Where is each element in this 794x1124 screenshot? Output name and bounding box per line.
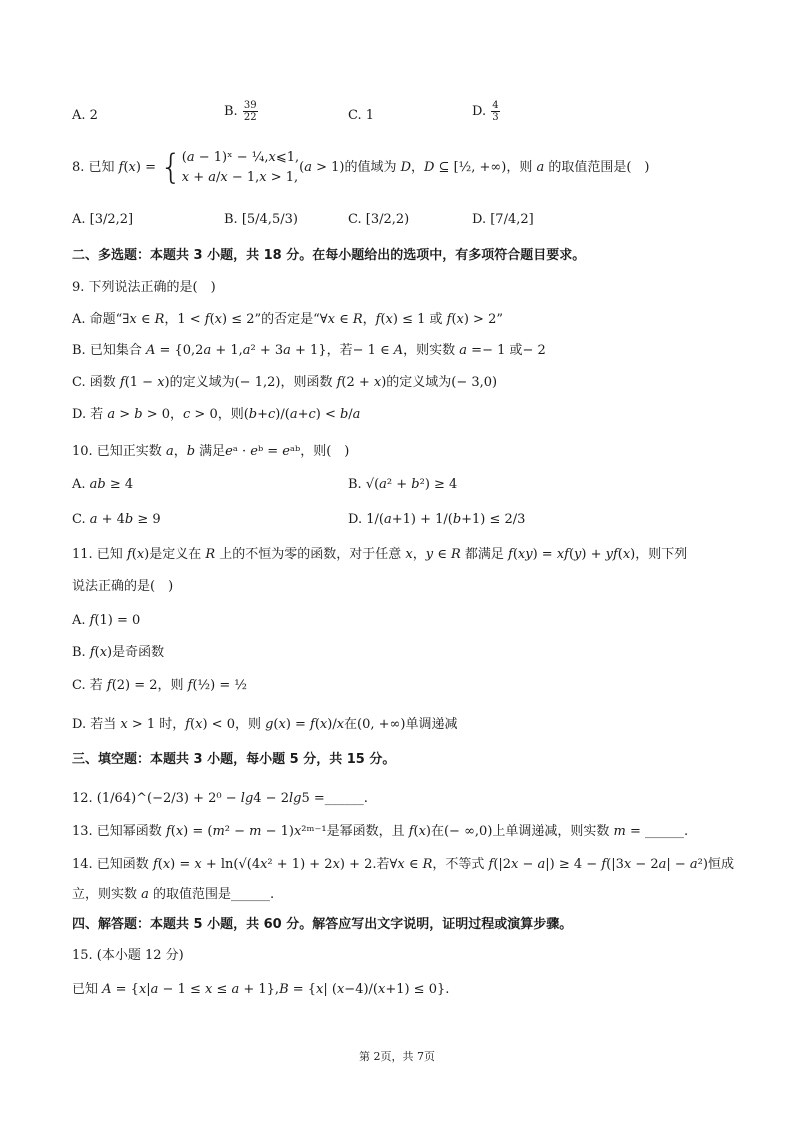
q11-option-b: B. 𝑓(𝑥)是奇函数 bbox=[72, 645, 165, 660]
q10-option-c: C. 𝑎 + 4𝑏 ≥ 9 bbox=[72, 512, 161, 527]
q8-prefix: 8. 已知 𝑓(𝑥) = bbox=[72, 160, 161, 175]
q7-option-b bbox=[224, 100, 259, 123]
q7-option-b-prefix: B. bbox=[224, 104, 242, 119]
q7-b-numerator: 39 bbox=[243, 100, 257, 111]
q9-option-b: B. 已知集合 𝐴 = {0,2𝑎 + 1,𝑎² + 3𝑎 + 1}，若− 1 ∈ 𝐴，则实数 𝑎 =− 1 或− 2 bbox=[72, 343, 546, 358]
q11-option-d: D. 若当 𝑥 > 1 时，𝑓(𝑥) < 0，则 𝑔(𝑥) = 𝑓(𝑥)/𝑥在(0, +∞)单调递减 bbox=[72, 717, 458, 732]
q7-option-d bbox=[472, 100, 501, 123]
q7-option-d-fraction bbox=[491, 100, 499, 123]
q11-option-c: C. 若 𝑓(2) = 2，则 𝑓(½) = ½ bbox=[72, 678, 247, 693]
q14-line-1: 14. 已知函数 𝑓(𝑥) = 𝑥 + ln(√(4𝑥² + 1) + 2𝑥) + 2.若∀𝑥 ∈ 𝑅，不等式 𝑓(|2𝑥 − 𝑎|) ≥ 4 − 𝑓(|3𝑥 − 2𝑎| − 𝑎²)恒成 bbox=[72, 857, 734, 872]
q8-suffix: (𝑎 > 1)的值域为 𝐷，𝐷 ⊆ [½, +∞)，则 𝑎 的取值范围是( ) bbox=[299, 160, 650, 175]
q10-option-d: D. 1/(𝑎+1) + 1/(𝑏+1) ≤ 2/3 bbox=[348, 512, 526, 527]
page-footer: 第 2页，共 7页 bbox=[359, 1050, 435, 1063]
q7-option-a: A. 2 bbox=[72, 108, 98, 123]
question-8 bbox=[72, 146, 649, 190]
q15-heading: 15. (本小题 12 分) bbox=[72, 948, 184, 963]
q8-brace: { bbox=[160, 147, 182, 188]
section-2-heading: 二、多选题：本题共 3 小题，共 18 分。在每小题给出的选项中，有多项符合题目要求。 bbox=[72, 248, 586, 263]
q11-option-a: A. 𝑓(1) = 0 bbox=[72, 613, 141, 628]
q9-stem: 9. 下列说法正确的是( ) bbox=[72, 280, 216, 295]
q7-d-numerator: 4 bbox=[492, 100, 499, 111]
q11-stem-line-1: 11. 已知 𝑓(𝑥)是定义在 𝑅 上的不恒为零的函数，对于任意 𝑥，𝑦 ∈ 𝑅 都满足 𝑓(𝑥𝑦) = 𝑥𝑓(𝑦) + 𝑦𝑓(𝑥)，则下列 bbox=[72, 547, 688, 562]
q9-option-c: C. 函数 𝑓(1 − 𝑥)的定义域为(− 1,2)，则函数 𝑓(2 + 𝑥)的定义域为(− 3,0) bbox=[72, 375, 498, 390]
q8-option-a: A. [3/2,2] bbox=[72, 212, 134, 227]
q8-option-d: D. [7/4,2] bbox=[472, 212, 534, 227]
q9-option-d: D. 若 𝑎 > 𝑏 > 0，𝑐 > 0，则(𝑏+𝑐)/(𝑎+𝑐) < 𝑏/𝑎 bbox=[72, 407, 361, 422]
q9-option-a: A. 命题“∃𝑥 ∈ 𝑅，1 < 𝑓(𝑥) ≤ 2”的否定是“∀𝑥 ∈ 𝑅，𝑓(𝑥) ≤ 1 或 𝑓(𝑥) > 2” bbox=[72, 312, 503, 327]
q7-b-denominator: 22 bbox=[243, 112, 257, 123]
q7-option-d-prefix: D. bbox=[472, 104, 491, 119]
question-13: 13. 已知幂函数 𝑓(𝑥) = (𝑚² − 𝑚 − 1)𝑥²ᵐ⁻¹是幂函数，且 𝑓(𝑥)在(− ∞,0)上单调递减，则实数 𝑚 = ______. bbox=[72, 824, 689, 839]
q8-case-2: 𝑥 + 𝑎/𝑥 − 1,𝑥 > 1, bbox=[181, 169, 299, 185]
q7-option-b-fraction bbox=[243, 100, 258, 123]
q7-option-c: C. 1 bbox=[348, 108, 375, 123]
q10-option-a: A. 𝑎𝑏 ≥ 4 bbox=[72, 477, 134, 492]
q8-case-1: (𝑎 − 1)ˣ − ¼,𝑥⩽1, bbox=[181, 149, 300, 165]
section-4-heading: 四、解答题：本题共 5 小题，共 60 分。解答应写出文字说明，证明过程或演算步骤。 bbox=[72, 917, 573, 932]
question-12: 12. (1/64)^(−2/3) + 2⁰ − 𝑙𝑔4 − 2𝑙𝑔5 =______. bbox=[72, 791, 368, 806]
q8-cases bbox=[182, 148, 299, 188]
q14-line-2: 立，则实数 𝑎 的取值范围是______. bbox=[72, 887, 275, 902]
section-3-heading: 三、填空题：本题共 3 小题，每小题 5 分，共 15 分。 bbox=[72, 752, 396, 767]
q15-body: 已知 𝐴 = {𝑥|𝑎 − 1 ≤ 𝑥 ≤ 𝑎 + 1},𝐵 = {𝑥| (𝑥−4)/(𝑥+1) ≤ 0}. bbox=[72, 982, 450, 997]
q11-stem-line-2: 说法正确的是( ) bbox=[72, 579, 174, 594]
q8-option-b: B. [5/4,5/3) bbox=[224, 212, 298, 227]
q10-option-b: B. √(𝑎² + 𝑏²) ≥ 4 bbox=[348, 477, 458, 492]
q10-stem: 10. 已知正实数 𝑎，𝑏 满足𝑒ᵃ · 𝑒ᵇ = 𝑒ᵃᵇ，则( ) bbox=[72, 444, 350, 459]
q8-option-c: C. [3/2,2) bbox=[348, 212, 410, 227]
q7-d-denominator: 3 bbox=[492, 112, 499, 123]
